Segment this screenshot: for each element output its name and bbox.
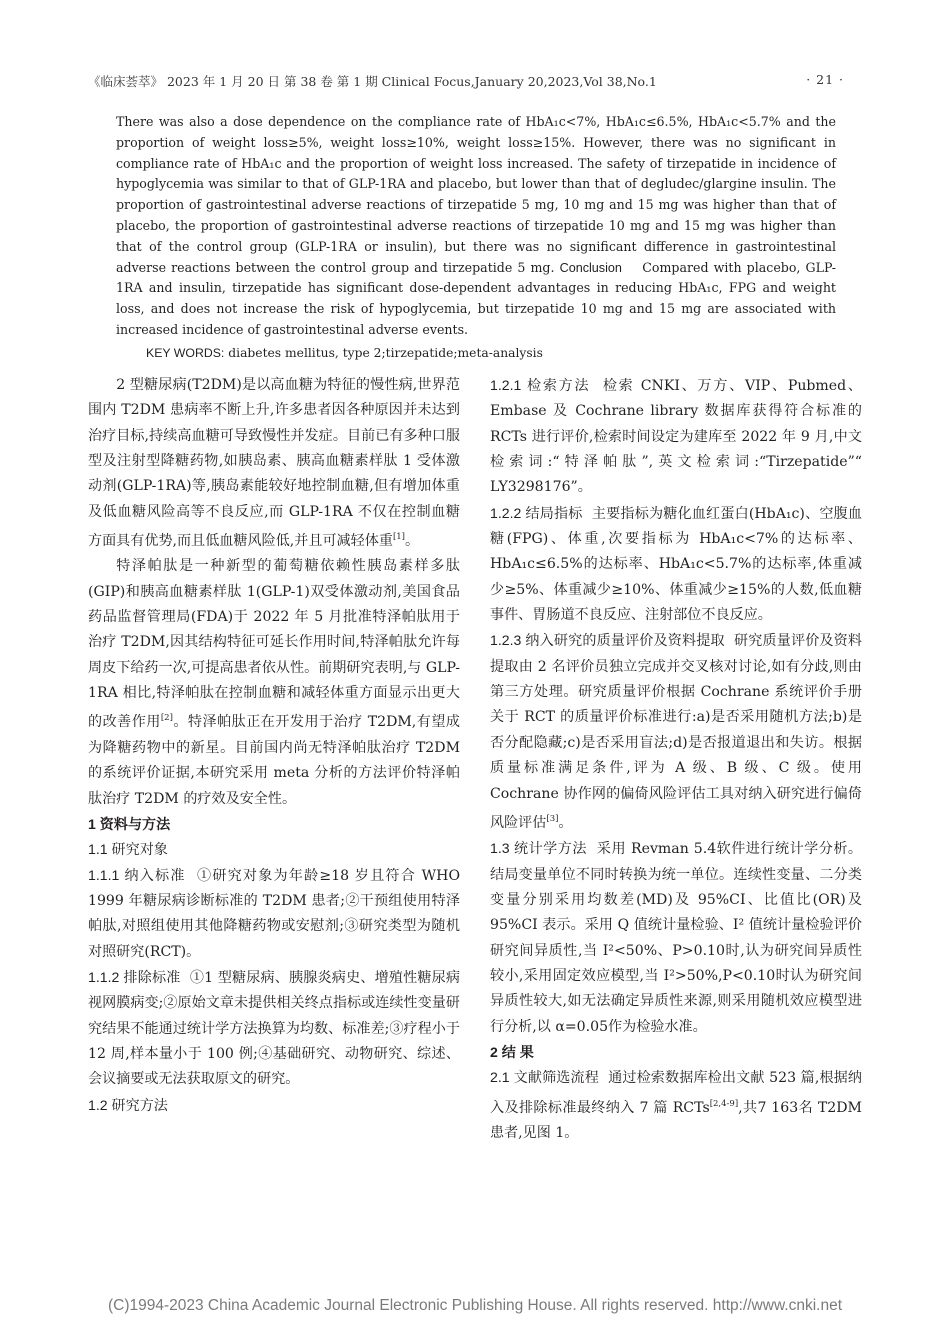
english-abstract	[116, 112, 836, 341]
section-2-1-label: 2.1 文献筛选流程	[490, 1069, 599, 1086]
section-1-2-1-label: 1.2.1 检索方法	[490, 377, 591, 393]
section-1-3: 1.3 统计学方法 采用 Revman 5.4软件进行统计学分析。结局变量单位不同时转换为统一单位。连续性变量、二分类变量分别采用均数差(MD)及 95%CI、比值比(OR)及 95%CI 表示。采用 Q 值统计量检验、I² 值统计量检验评价研究间异质性,当 I²<50%、P>0.10时,认为研究间异质性较小,采用固定效应模型,当 I²>50%,P<0.10时认为研究间异质性较大,如无法确定异质性来源,则采用随机效应模型进行分析,以 α=0.05作为检验水准。	[490, 840, 862, 1035]
section-1-1-heading: 1.1 研究对象	[88, 841, 168, 858]
journal-info: 《临床荟萃》 2023 年 1 月 20 日 第 38 卷 第 1 期 Clinical Focus,January 20,2023,Vol 38,No.1	[88, 74, 657, 89]
citation-ref[interactable]: [1]	[392, 532, 405, 543]
section-1-3-label: 1.3 统计学方法	[490, 840, 587, 857]
section-2-1: 2.1 文献筛选流程 通过检索数据库检出文献 523 篇,根据纳入及排除标准最终纳入 7 篇 RCTs[2,4-9],共7 163名 T2DM 患者,见图 1。	[490, 1069, 862, 1141]
citation-ref[interactable]: [3]	[546, 813, 559, 824]
section-1-1-2: 1.1.2 排除标准 ①1 型糖尿病、胰腺炎病史、增殖性糖尿病视网膜病变;②原始文章未提供相关终点指标或连续性变量研究结果不能通过统计学方法换算为均数、标准差;③疗程小于 12 周,样本量小于 100 例;④基础研究、动物研究、综述、会议摘要或无法获取原文的研究。	[88, 968, 461, 1088]
citation-ref[interactable]: [2,4-9]	[709, 1098, 739, 1109]
copyright-footer: (C)1994-2023 China Academic Journal Electronic Publishing House. All rights reserved. http://www.cnki.net	[107, 1297, 843, 1314]
section-1-2-3-label: 1.2.3 纳入研究的质量评价及资料提取	[490, 632, 725, 649]
section-1-heading: 1 资料与方法	[88, 815, 171, 832]
section-1-2-heading: 1.2 研究方法	[88, 1096, 168, 1113]
keywords-text: diabetes mellitus, type 2;tirzepatide;meta-analysis	[228, 346, 543, 360]
conclusion-text: Compared with placebo, GLP-1RA and insulin, tirzepatide has significant dose-dependent advantages in reducing HbA₁c, FPG and weight loss, and does not increase the risk of hypoglycemia, but tirzepatide 10 mg and 15 mg are associated with increased incidence of gastrointestinal adverse events.	[116, 259, 836, 337]
section-1-1-1-label: 1.1.1 纳入标准	[88, 866, 186, 883]
citation-ref[interactable]: [2]	[160, 713, 173, 724]
section-1-2-1: 1.2.1 检索方法 检索 CNKI、万方、VIP、Pubmed、Embase 及 Cochrane library 数据库获得符合标准的 RCTs 进行评价,检索时间设定为建库至 2022 年 9 月,中文检索词:“特泽帕肽”,英文检索词:“Tirzepatide”“ LY3298176”。	[490, 377, 862, 496]
page-number: · 21 ·	[806, 72, 844, 87]
intro-paragraph-2: 特泽帕肽是一种新型的葡萄糖依赖性胰岛素样多肽(GIP)和胰高血糖素样肽 1(GLP-1)双受体激动剂,美国食品药品监督管理局(FDA)于 2022 年 5 月批准特泽帕肽用于治疗 T2DM,因其结构特征可延长作用时间,特泽帕肽允许每周皮下给药一次,可提高患者依从性。前期研究表明,与 GLP-1RA 相比,特泽帕肽在控制血糖和减轻体重方面显示出更大的改善作用[2]。特泽帕肽正在开发用于治疗 T2DM,有望成为降糖药物中的新星。目前国内尚无特泽帕肽治疗 T2DM 的系统评价证据,本研究采用 meta 分析的方法评价特泽帕肽治疗 T2DM 的疗效及安全性。	[88, 558, 460, 807]
running-header	[88, 72, 844, 92]
section-1-2-2-label: 1.2.2 结局指标	[490, 504, 583, 521]
conclusion-label: Conclusion	[559, 260, 622, 275]
keywords-line	[146, 343, 846, 363]
section-1-1-1: 1.1.1 纳入标准 ①研究对象为年龄≥18 岁且符合 WHO 1999 年糖尿病诊断标准的 T2DM 患者;②干预组使用特泽帕肽,对照组使用其他降糖药物或安慰剂;③研究类型为随机对照研究(RCT)。	[88, 866, 461, 960]
right-column	[490, 373, 862, 1146]
keywords-label: KEY WORDS:	[146, 346, 225, 360]
intro-paragraph-1: 2 型糖尿病(T2DM)是以高血糖为特征的慢性病,世界范围内 T2DM 患病率不断上升,许多患者因各种原因并未达到治疗目标,持续高血糖可导致慢性并发症。目前已有多种口服型及注射型降糖药物,如胰岛素、胰高血糖素样肽 1 受体激动剂(GLP-1RA)等,胰岛素能较好地控制血糖,但有增加体重及低血糖风险高等不良反应,而 GLP-1RA 不仅在控制血糖方面具有优势,而且低血糖风险低,并且可减轻体重[1]。	[88, 377, 460, 550]
left-column	[88, 373, 460, 1118]
abstract-results-text: There was also a dose dependence on the compliance rate of HbA₁c<7%, HbA₁c≤6.5%, HbA₁c<5.7% and the proportion of weight loss≥5%, weight loss≥10%, weight loss≥15%. However, there was no significant in compliance rate of HbA₁c and the proportion of weight loss increased. The safety of tirzepatide in incidence of hypoglycemia was similar to that of GLP-1RA and placebo, but lower than that of degludec/glargine insulin. The proportion of gastrointestinal adverse reactions of tirzepatide 5 mg, 10 mg and 15 mg was higher than that of placebo, the proportion of gastrointestinal adverse reactions of tirzepatide 10 mg and 15 mg was higher than that of the control group (GLP-1RA or insulin), but there was no significant difference in gastrointestinal adverse reactions between the control group and tirzepatide 5 mg.	[116, 114, 836, 275]
section-1-2-2: 1.2.2 结局指标 主要指标为糖化血红蛋白(HbA₁c)、空腹血糖(FPG)、体重,次要指标为 HbA₁c<7%的达标率、HbA₁c≤6.5%的达标率、HbA₁c<5.7%的达标率,体重减少≥5%、体重减少≥10%、体重减少≥15%的人数,低血糖事件、胃肠道不良反应、注射部位不良反应。	[490, 504, 863, 624]
section-2-heading: 2 结 果	[490, 1043, 534, 1060]
section-1-2-3: 1.2.3 纳入研究的质量评价及资料提取 研究质量评价及资料提取由 2 名评价员独立完成并交叉核对讨论,如有分歧,则由第三方处理。研究质量评价根据 Cochrane 系统评价手册关于 RCT 的质量评价标准进行:a)是否采用随机方法;b)是否分配隐藏;c)是否采用盲法;d)是否报道退出和失访。根据质量标准满足条件,评为 A 级、B 级、C 级。使用 Cochrane 协作网的偏倚风险评估工具对纳入研究进行偏倚风险评估[3]。	[490, 632, 862, 831]
section-1-1-2-label: 1.1.2 排除标准	[88, 968, 181, 985]
